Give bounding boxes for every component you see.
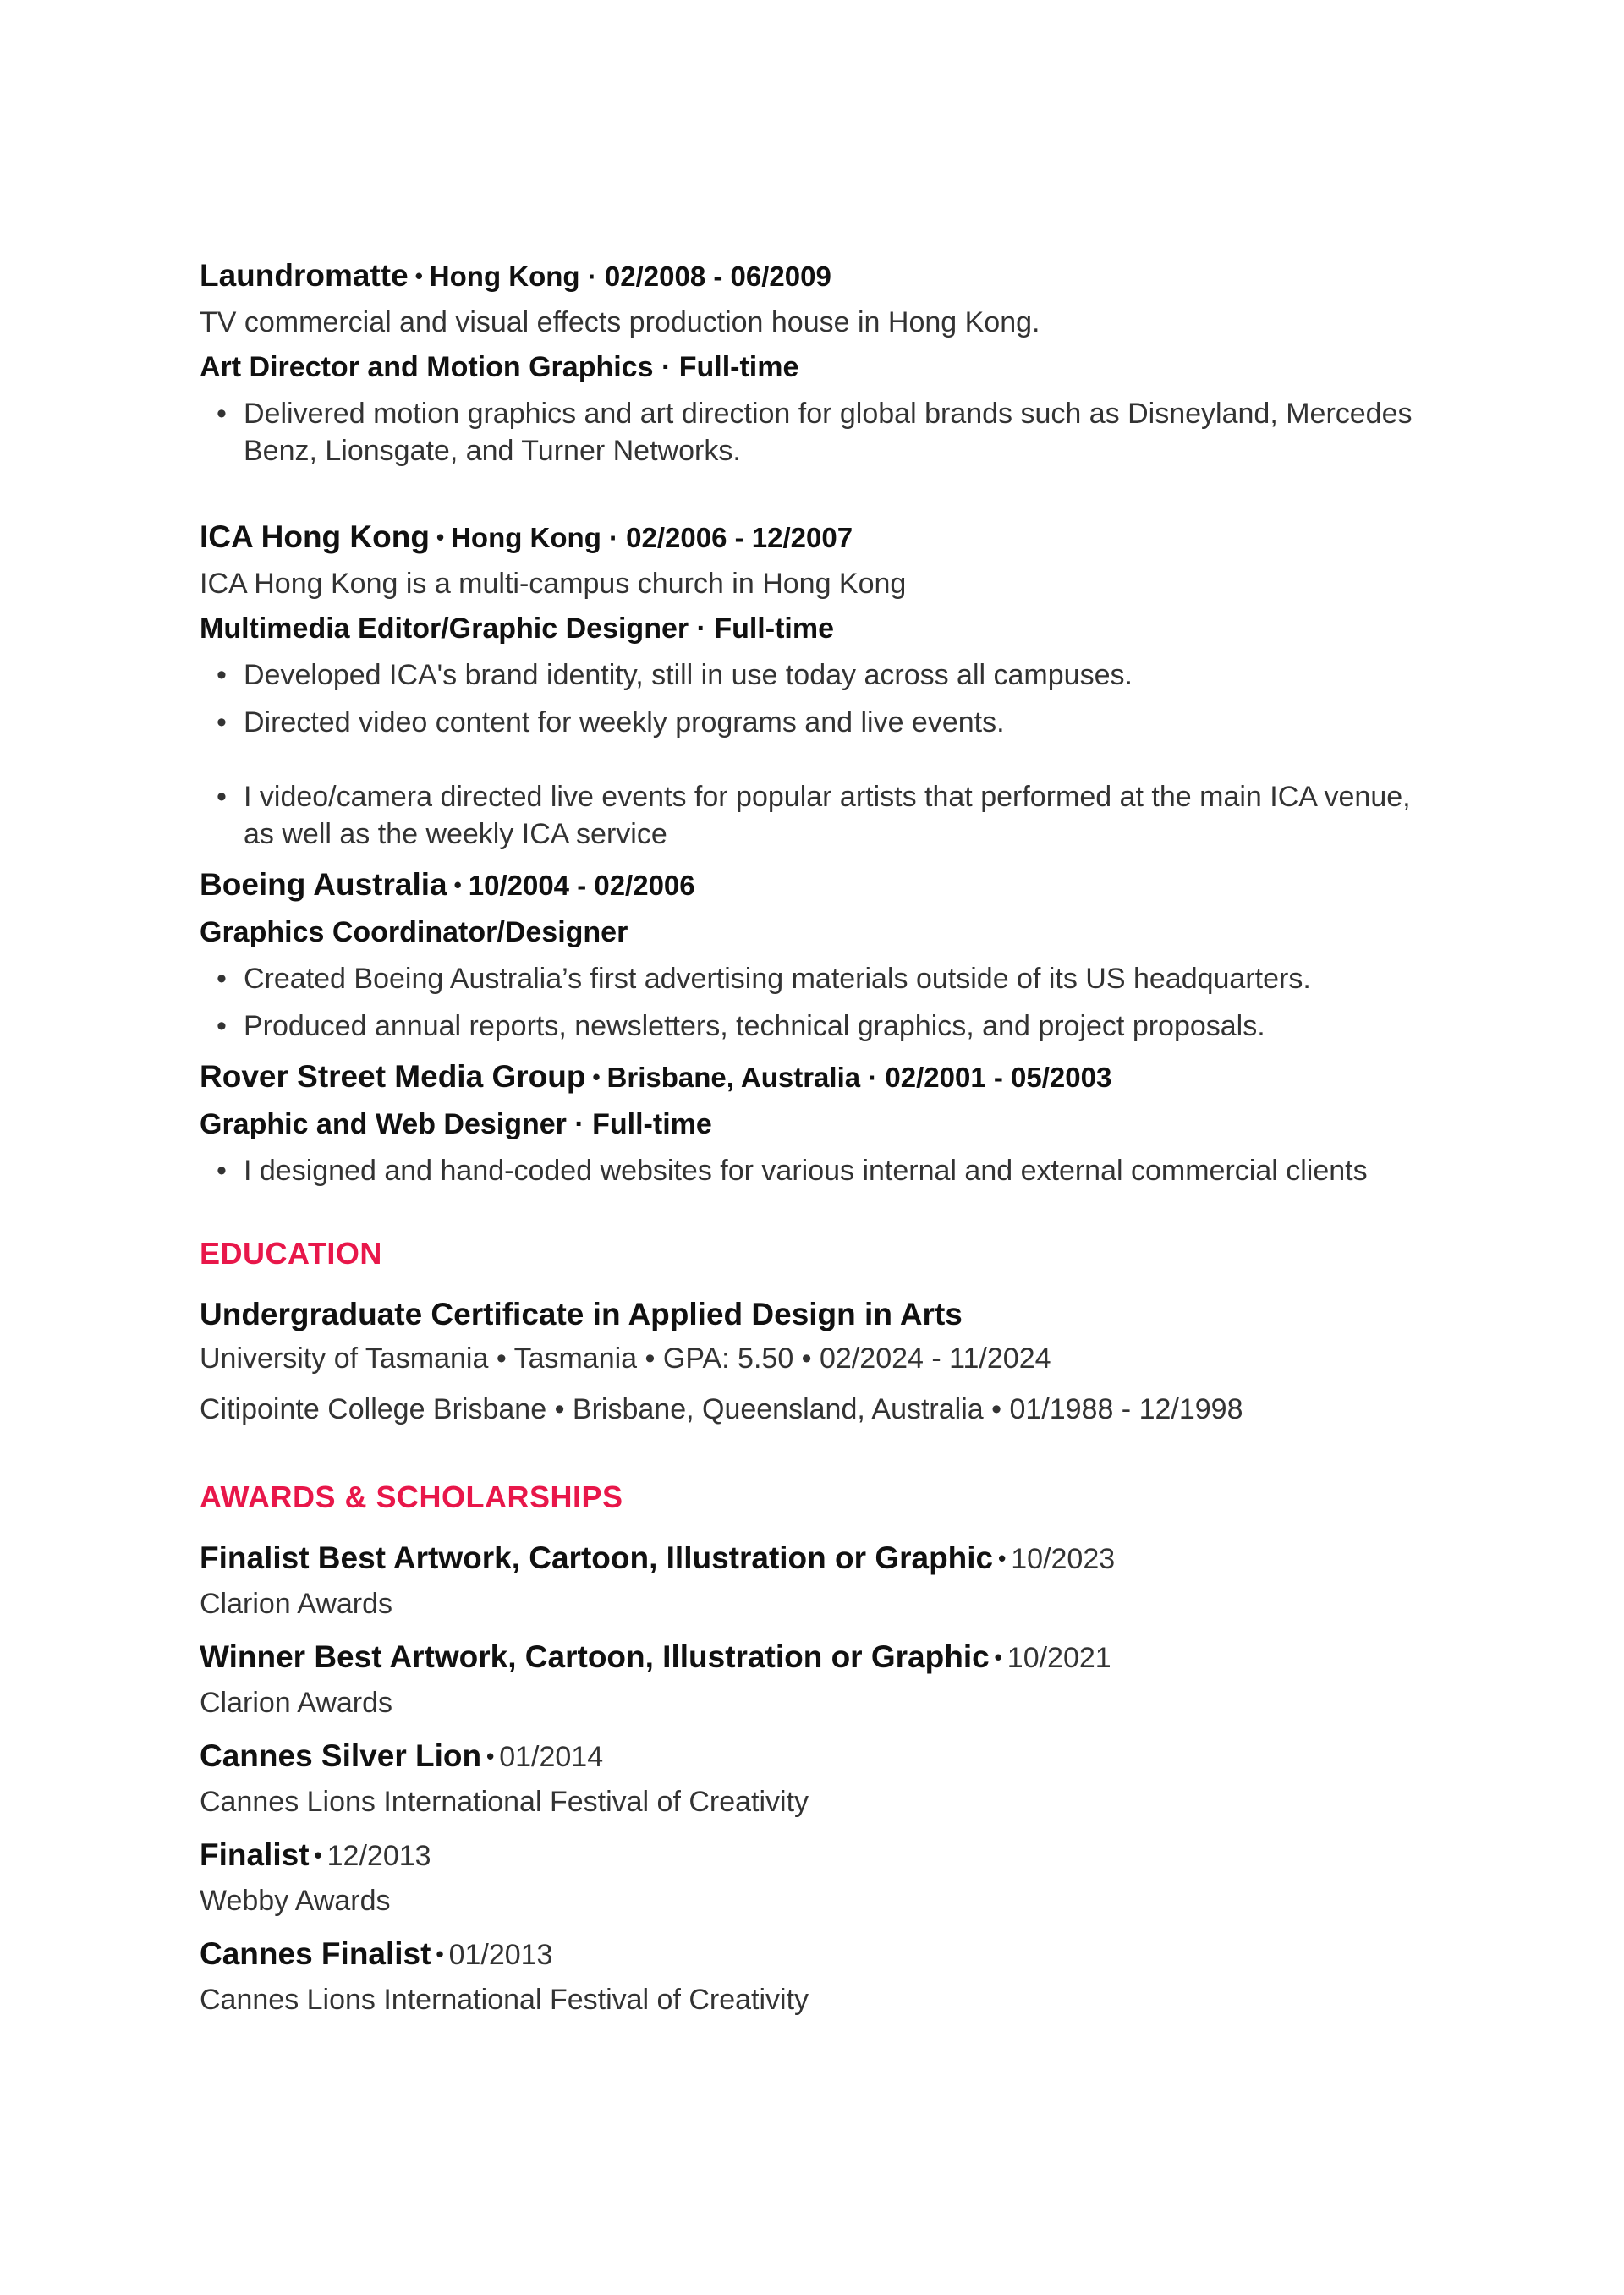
bullet-item: • I video/camera directed live events for popular artists that performed at the main ICA venue, as well as the weekly ICA service: [200, 778, 1435, 853]
job-role: Graphics Coordinator/Designer: [200, 916, 628, 948]
bullet-item: • I designed and hand-coded websites for various internal and external commercial clients: [200, 1152, 1435, 1189]
award-name: Winner Best Artwork, Cartoon, Illustration or Graphic: [200, 1639, 990, 1674]
job-meta: 10/2004 - 02/2006: [468, 870, 695, 901]
education-section: [200, 1232, 1435, 1431]
job-boeing-australia: [200, 863, 1435, 1045]
award-name: Finalist: [200, 1837, 310, 1872]
job-role: Graphic and Web Designer · Full-time: [200, 1108, 712, 1140]
award-org: Webby Awards: [200, 1885, 391, 1917]
award-item: Finalist • 12/2013 Webby Awards: [200, 1833, 1435, 1922]
job-meta: Hong Kong · 02/2008 - 06/2009: [429, 261, 831, 292]
resume-page: [200, 254, 1435, 2021]
award-org: Cannes Lions International Festival of Creativity: [200, 1984, 809, 2016]
award-date: 12/2013: [326, 1840, 431, 1872]
job-ica-hong-kong: [200, 515, 1435, 853]
award-item: Cannes Finalist • 01/2013 Cannes Lions International Festival of Creativity: [200, 1932, 1435, 2021]
company-name: Boeing Australia: [200, 867, 447, 902]
bullet-item: • Directed video content for weekly programs and live events.: [200, 704, 1435, 741]
awards-section: [200, 1475, 1435, 2021]
section-title-awards: AWARDS & SCHOLARSHIPS: [200, 1480, 623, 1514]
company-description: ICA Hong Kong is a multi-campus church in Hong Kong: [200, 568, 907, 600]
award-date: 10/2023: [1011, 1543, 1116, 1575]
bullet-item: • Developed ICA's brand identity, still in use today across all campuses.: [200, 656, 1435, 694]
bullet-item: • Created Boeing Australia’s first advertising materials outside of its US headquarters.: [200, 960, 1435, 997]
job-bullets: [200, 960, 1435, 1045]
job-bullets: [200, 656, 1435, 853]
company-description: TV commercial and visual effects production house in Hong Kong.: [200, 306, 1040, 338]
education-line: Citipointe College Brisbane • Brisbane, Queensland, Australia • 01/1988 - 12/1998: [200, 1393, 1243, 1425]
job-header: Laundromatte • Hong Kong · 02/2008 - 06/2009: [200, 258, 831, 293]
award-name: Cannes Finalist: [200, 1936, 431, 1971]
job-header: ICA Hong Kong • Hong Kong · 02/2006 - 12/2007: [200, 519, 853, 554]
education-line: University of Tasmania • Tasmania • GPA: 5.50 • 02/2024 - 11/2024: [200, 1342, 1051, 1375]
company-name: Laundromatte: [200, 258, 409, 293]
award-item: Cannes Silver Lion • 01/2014 Cannes Lions International Festival of Creativity: [200, 1734, 1435, 1823]
award-org: Clarion Awards: [200, 1588, 393, 1620]
job-meta: Brisbane, Australia · 02/2001 - 05/2003: [606, 1062, 1112, 1093]
award-org: Cannes Lions International Festival of Creativity: [200, 1786, 809, 1818]
award-name: Cannes Silver Lion: [200, 1738, 482, 1773]
award-date: 01/2013: [448, 1939, 553, 1971]
award-item: Winner Best Artwork, Cartoon, Illustration or Graphic • 10/2021 Clarion Awards: [200, 1635, 1435, 1724]
award-date: 01/2014: [499, 1741, 604, 1773]
company-name: ICA Hong Kong: [200, 519, 430, 554]
bullet-item: • Produced annual reports, newsletters, technical graphics, and project proposals.: [200, 1007, 1435, 1045]
award-org: Clarion Awards: [200, 1687, 393, 1719]
company-name: Rover Street Media Group: [200, 1059, 586, 1094]
section-title-education: EDUCATION: [200, 1236, 382, 1271]
job-laundromatte: [200, 254, 1435, 469]
award-name: Finalist Best Artwork, Cartoon, Illustration or Graphic: [200, 1540, 994, 1575]
bullet-item: • Delivered motion graphics and art direction for global brands such as Disneyland, Mercedes Benz, Lionsgate, and Turner Networks.: [200, 395, 1435, 469]
job-header: Boeing Australia • 10/2004 - 02/2006: [200, 867, 695, 902]
job-bullets: [200, 1152, 1435, 1189]
job-rover-street-media: [200, 1055, 1435, 1189]
award-item: Finalist Best Artwork, Cartoon, Illustration or Graphic • 10/2023 Clarion Awards: [200, 1536, 1435, 1625]
job-role: Art Director and Motion Graphics · Full-time: [200, 351, 799, 383]
job-header: Rover Street Media Group • Brisbane, Australia · 02/2001 - 05/2003: [200, 1059, 1112, 1094]
job-bullets: [200, 395, 1435, 469]
education-degree: Undergraduate Certificate in Applied Design in Arts: [200, 1297, 963, 1331]
job-role: Multimedia Editor/Graphic Designer · Full-time: [200, 612, 834, 645]
job-meta: Hong Kong · 02/2006 - 12/2007: [451, 522, 853, 553]
award-date: 10/2021: [1007, 1642, 1111, 1674]
